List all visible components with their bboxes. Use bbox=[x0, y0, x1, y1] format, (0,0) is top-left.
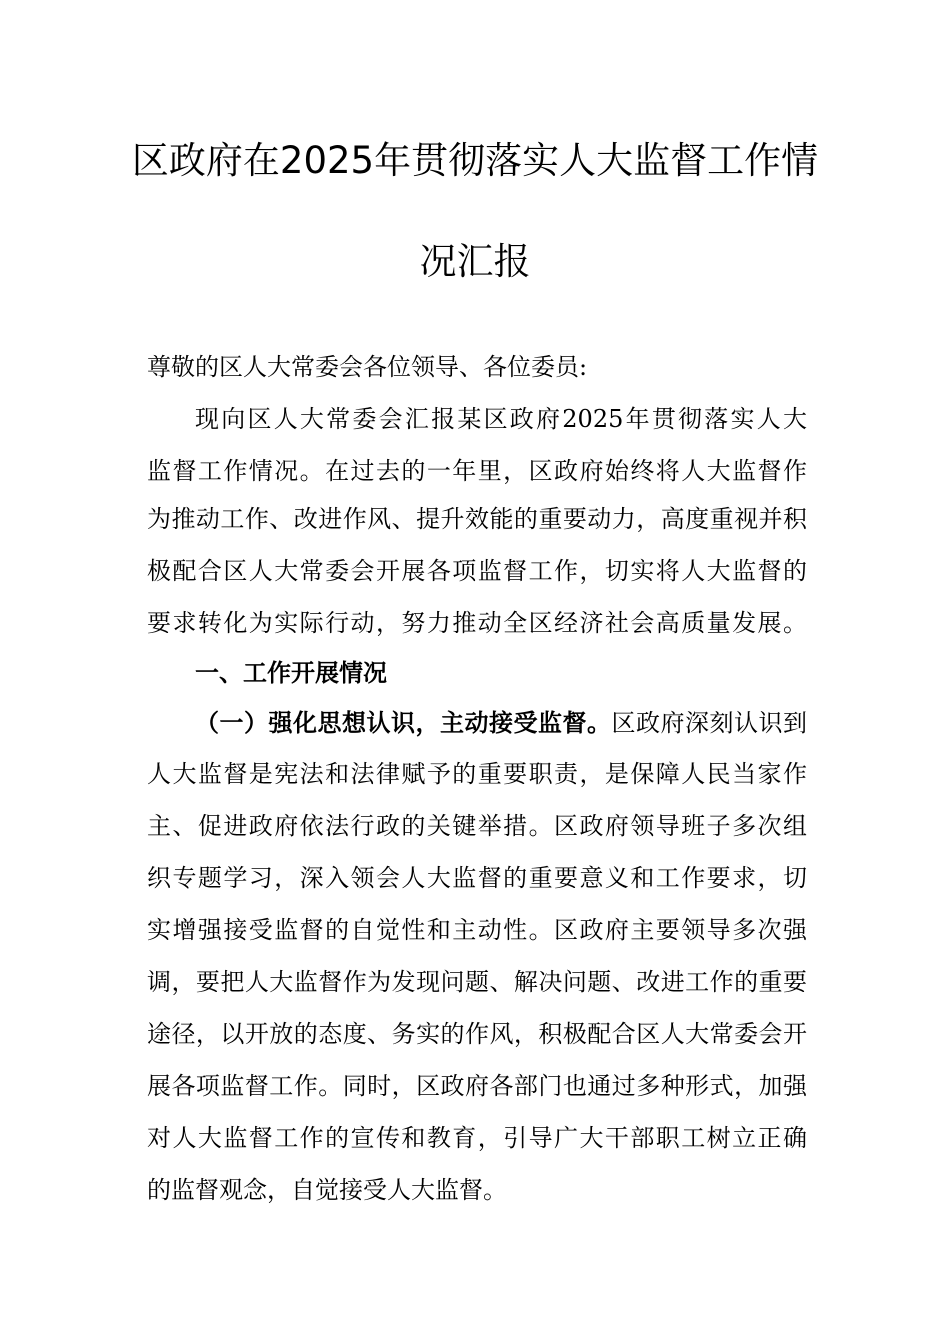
body-line: 调，要把人大监督作为发现问题、解决问题、改进工作的重要 bbox=[147, 968, 807, 996]
intro-line: 监督工作情况。在过去的一年里，区政府始终将人大监督作 bbox=[147, 457, 807, 485]
body-line: 展各项监督工作。同时，区政府各部门也通过多种形式，加强 bbox=[147, 1072, 807, 1100]
intro-line: 现向区人大常委会汇报某区政府2025年贯彻落实人大 bbox=[195, 405, 807, 433]
intro-line: 为推动工作、改进作风、提升效能的重要动力，高度重视并积 bbox=[147, 505, 807, 533]
subsection-first-line-rest: 区政府深刻认识到 bbox=[611, 709, 807, 737]
document-title-line-1: 区政府在2025年贯彻落实人大监督工作情 bbox=[131, 139, 819, 182]
body-line: 途径，以开放的态度、务实的作风，积极配合区人大常委会开 bbox=[147, 1020, 807, 1048]
body-line: 实增强接受监督的自觉性和主动性。区政府主要领导多次强 bbox=[147, 916, 807, 944]
body-line: 对人大监督工作的宣传和教育，引导广大干部职工树立正确 bbox=[147, 1124, 807, 1152]
body-line: 织专题学习，深入领会人大监督的重要意义和工作要求，切 bbox=[147, 864, 807, 892]
subsection-bold-lead: （一）强化思想认识，主动接受监督。 bbox=[195, 709, 612, 737]
section-heading: 一、工作开展情况 bbox=[195, 659, 387, 687]
body-line: 人大监督是宪法和法律赋予的重要职责，是保障人民当家作 bbox=[147, 760, 807, 788]
subsection-first-line bbox=[147, 697, 807, 749]
body-line: 主、促进政府依法行政的关键举措。区政府领导班子多次组 bbox=[147, 812, 807, 840]
salutation: 尊敬的区人大常委会各位领导、各位委员: bbox=[147, 353, 588, 381]
document-title-line-2: 况汇报 bbox=[419, 240, 531, 283]
intro-line: 要求转化为实际行动，努力推动全区经济社会高质量发展。 bbox=[147, 609, 807, 637]
body-line: 的监督观念，自觉接受人大监督。 bbox=[147, 1176, 507, 1204]
intro-line: 极配合区人大常委会开展各项监督工作，切实将人大监督的 bbox=[147, 557, 807, 585]
